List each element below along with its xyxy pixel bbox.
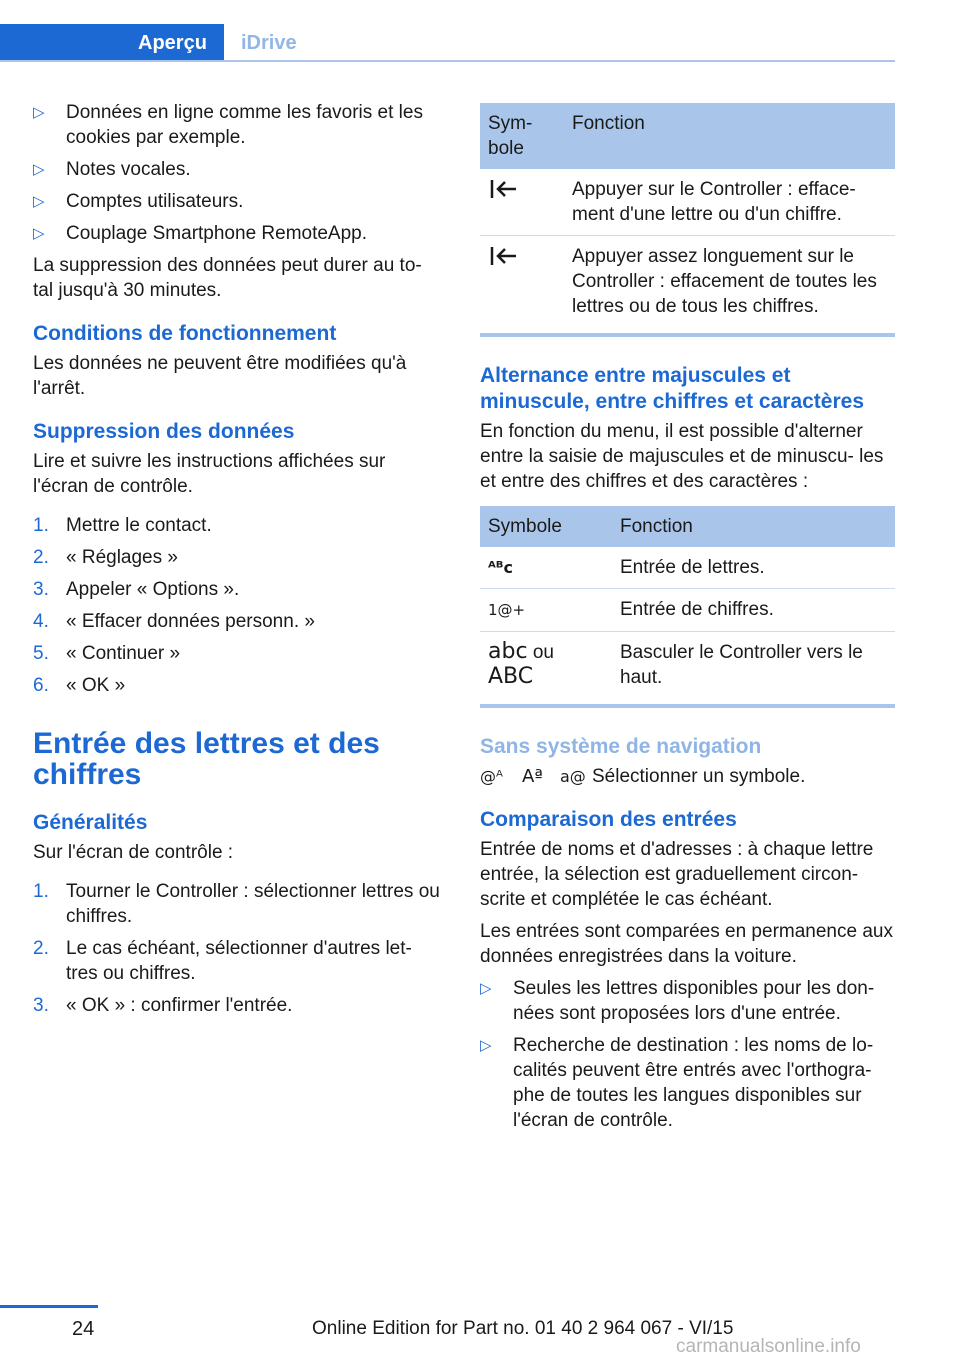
table-bottom-rule: [480, 333, 895, 337]
step-item: 1. Mettre le contact.: [33, 515, 212, 536]
triangle-bullet-icon: ▷: [480, 980, 492, 997]
comparaison-text-2: Les entrées sont comparées en permanence aux données enregistrées dans la voiture.: [480, 921, 893, 967]
header-tabs: [0, 0, 895, 62]
at-letter-icon: @ᴬ: [480, 767, 503, 786]
triangle-bullet-icon: ▷: [33, 225, 45, 242]
triangle-bullet-icon: ▷: [33, 161, 45, 178]
suppression-steps: [33, 513, 443, 698]
delete-symbol-table: [480, 103, 895, 327]
letters-icon: ᴬᴮc: [480, 547, 612, 589]
table-row: [480, 632, 895, 699]
footer-rule: [0, 1305, 98, 1308]
page-number: 24: [72, 1318, 95, 1340]
step-item: 4. « Effacer données personn. »: [33, 611, 315, 632]
comparaison-bullets: [480, 976, 895, 1133]
duration-note: La suppression des données peut durer au to‐ tal jusqu'à 30 minutes.: [33, 255, 422, 301]
back-arrow-icon: [480, 169, 564, 236]
triangle-bullet-icon: ▷: [480, 1037, 492, 1054]
heading-generalites: Généralités: [33, 811, 148, 834]
symbol-select-row: [480, 764, 895, 789]
back-arrow-icon: [480, 236, 564, 328]
heading-suppression: Suppression des données: [33, 420, 295, 443]
step-item: 2. Le cas échéant, sélectionner d'autres let‐ tres ou chiffres.: [33, 938, 412, 984]
letter-at-icon: a@: [560, 767, 586, 786]
conditions-text: Les données ne peuvent être modifiées qu'à l'arrêt.: [33, 353, 407, 399]
table-row: [480, 169, 895, 236]
heading-alternance: Alternance entre majuscules et minuscule, entre chiffres et caractères: [480, 364, 865, 413]
list-item: ▷ Seules les lettres disponibles pour les don‐ nées sont proposées lors d'une entrée.: [480, 978, 875, 1024]
comparaison-text-1: Entrée de noms et d'adresses : à chaque lettre entrée, la sélection est graduellement circon‐ scrite et complétée le cas échéant.: [480, 839, 874, 910]
list-item: ▷ Recherche de destination : les noms de lo‐ calités peuvent être entrés avec l'orthogra‐ phe de toutes les langues disponibles sur l'écran de contrôle.: [480, 1035, 874, 1131]
generalites-text: Sur l'écran de contrôle :: [33, 842, 234, 863]
table-row: [480, 236, 895, 328]
case-letter-icon: Aª: [522, 766, 543, 787]
list-item: ▷ Données en ligne comme les favoris et les cookies par exemple.: [33, 102, 423, 148]
case-symbol-table: [480, 506, 895, 698]
table-header-function: Fonction: [612, 506, 895, 547]
watermark: carmanualsonline.info: [676, 1336, 861, 1357]
table-cell: Entrée de lettres.: [612, 547, 895, 589]
entry-steps: [33, 879, 443, 1018]
triangle-bullet-icon: ▷: [33, 193, 45, 210]
step-item: 2. « Réglages »: [33, 547, 178, 568]
table-cell: Appuyer sur le Controller : efface‐ ment d'une lettre ou d'un chiffre.: [564, 169, 895, 236]
tab-idrive[interactable]: iDrive: [241, 32, 297, 54]
heading-conditions: Conditions de fonctionnement: [33, 322, 337, 345]
table-cell: Entrée de chiffres.: [612, 589, 895, 632]
step-item: 6. « OK »: [33, 675, 126, 696]
header-divider: [0, 60, 895, 62]
left-column: [33, 100, 443, 1025]
list-item: ▷ Notes vocales.: [33, 159, 191, 180]
table-row: [480, 589, 895, 632]
step-item: 1. Tourner le Controller : sélectionner lettres ou chiffres.: [33, 881, 440, 927]
heading-entree: Entrée des lettres et des chiffres: [33, 727, 380, 791]
tab-apercu[interactable]: Aperçu: [0, 24, 224, 62]
data-bullet-list: [33, 100, 443, 246]
table-cell: Basculer le Controller vers le haut.: [620, 642, 863, 688]
table-header-function: Fonction: [564, 103, 895, 169]
table-row: [480, 547, 895, 589]
edition-note: Online Edition for Part no. 01 40 2 964 067 - VI/15: [312, 1318, 734, 1339]
heading-comparaison: Comparaison des entrées: [480, 808, 737, 831]
list-item: ▷ Comptes utilisateurs.: [33, 191, 244, 212]
digits-icon: 1@+: [480, 589, 612, 632]
table-header-symbol: Sym‐ bole: [480, 103, 564, 169]
table-bottom-rule: [480, 704, 895, 708]
table-cell: Appuyer assez longuement sur le Controller : effacement de toutes les lettres ou de tous les chiffres.: [572, 246, 877, 317]
triangle-bullet-icon: ▷: [33, 104, 45, 121]
step-item: 3. « OK » : confirmer l'entrée.: [33, 995, 293, 1016]
right-column: [480, 103, 895, 1140]
step-item: 3. Appeler « Options ».: [33, 579, 240, 600]
alternance-text: En fonction du menu, il est possible d'alterner entre la saisie de majuscules et de minuscu‐ les et entre des chiffres et des caractères :: [480, 421, 884, 492]
step-item: 5. « Continuer »: [33, 643, 181, 664]
table-header-symbol: Symbole: [480, 506, 612, 547]
suppression-text: Lire et suivre les instructions affichées sur l'écran de contrôle.: [33, 451, 386, 497]
heading-sans-navigation: Sans système de navigation: [480, 735, 762, 758]
list-item: ▷ Couplage Smartphone RemoteApp.: [33, 223, 368, 244]
case-toggle-icon: abc ou ABC: [488, 639, 554, 689]
symbol-select-text: Sélectionner un symbole.: [592, 766, 806, 787]
